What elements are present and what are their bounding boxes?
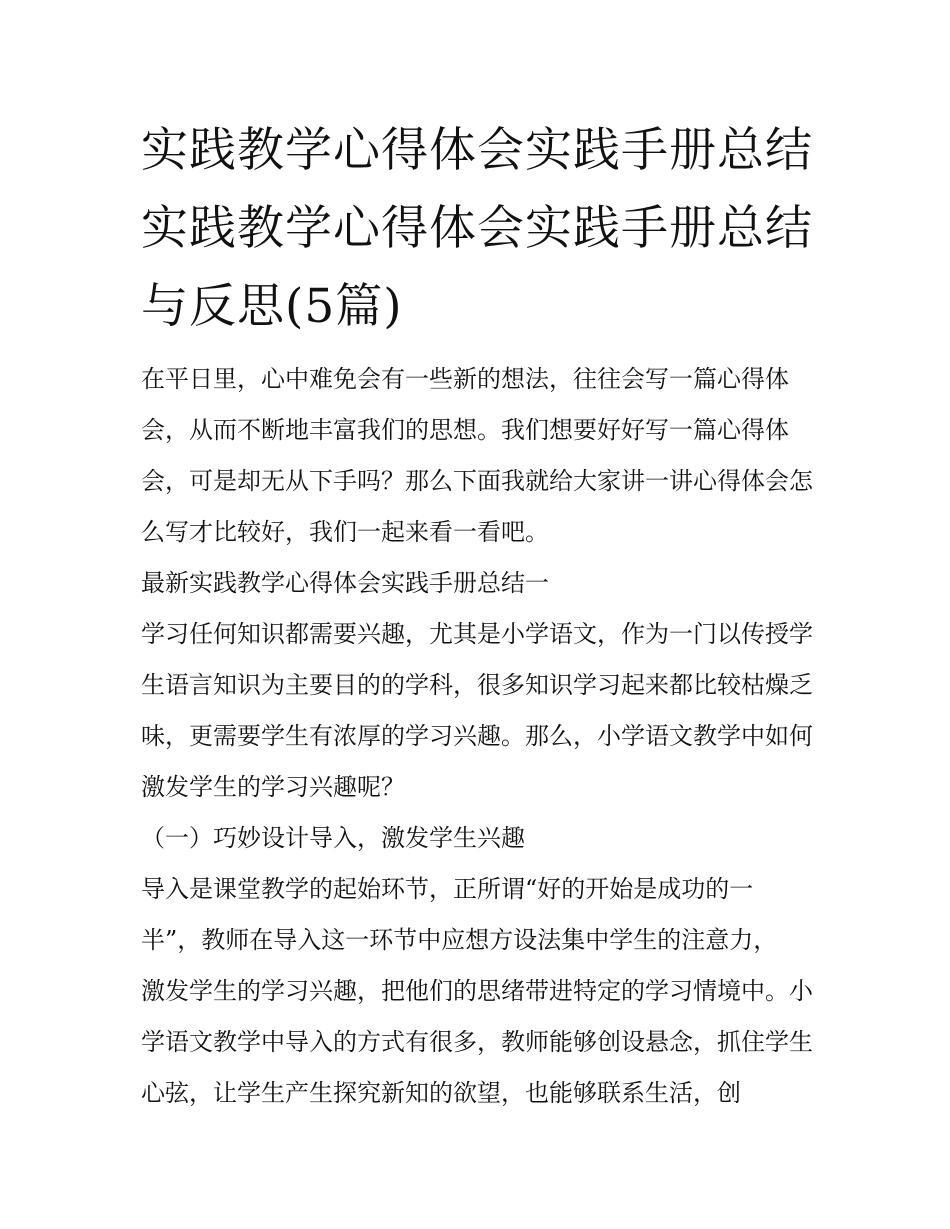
document-body xyxy=(141,354,821,1119)
document-title: 实践教学心得体会实践手册总结 实践教学心得体会实践手册总结与反思(5篇) xyxy=(141,123,813,334)
paragraph-line: 半”，教师在导入这一环节中应想方设法集中学生的注意力， xyxy=(141,926,778,954)
paragraph-continued: 激发学生的学习兴趣，把他们的思绪带进特定的学习情境中。小学语文教学中导入的方式有很多，教师能够创设悬念，抓住学生心弦，让学生产生探究新知的欲望，也能够联系生活，创 xyxy=(141,977,813,1107)
paragraph-line: 导入是课堂教学的起始环节，正所谓“好的开始是成功的一 xyxy=(141,875,754,903)
paragraph-intro: 在平日里，心中难免会有一些新的想法，往往会写一篇心得体会，从而不断地丰富我们的思想。我们想要好好写一篇心得体会，可是却无从下手吗？那么下面我就给大家讲一讲心得体会怎么写才比较好，我们一起来看一看吧。 xyxy=(141,365,813,546)
subsection-heading: （一）巧妙设计导入，激发学生兴趣 xyxy=(141,824,525,852)
paragraph-interest: 学习任何知识都需要兴趣，尤其是小学语文，作为一门以传授学生语言知识为主要目的的学科，很多知识学习起来都比较枯燥乏味，更需要学生有浓厚的学习兴趣。那么，小学语文教学中如何激发学生的学习兴趣呢？ xyxy=(141,620,813,801)
section-heading: 最新实践教学心得体会实践手册总结一 xyxy=(141,569,549,597)
